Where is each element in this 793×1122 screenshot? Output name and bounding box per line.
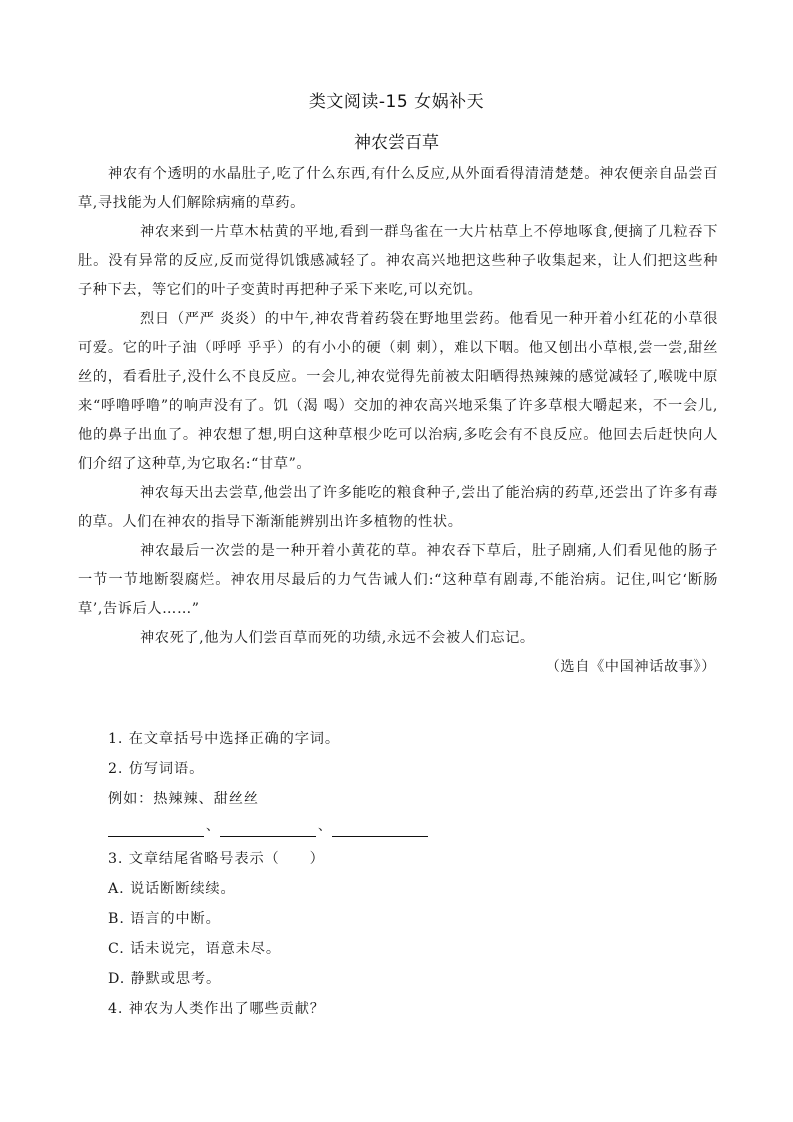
- option-b: B. 语言的中断。: [108, 911, 221, 927]
- answer-blanks: [108, 814, 708, 844]
- question-3: [108, 844, 708, 874]
- answer-blank-1[interactable]: [108, 835, 204, 837]
- answer-blank-3[interactable]: [332, 835, 428, 837]
- question-2: 2. 仿写词语。: [108, 761, 205, 777]
- option-d: D. 静默或思考。: [108, 971, 222, 987]
- blank-separator: 、: [206, 819, 220, 834]
- source-citation: （选自《中国神话故事》）: [545, 659, 716, 675]
- question-4: 4. 神农为人类作出了哪些贡献？: [108, 1001, 325, 1017]
- question-3-text: 3. 文章结尾省略号表示（: [108, 851, 280, 867]
- question-1: 1. 在文章括号中选择正确的字词。: [108, 731, 340, 747]
- article-body: [78, 160, 718, 682]
- paragraph-4: 神农每天出去尝草,他尝出了许多能吃的粮食种子,尝出了能治病的药草,还尝出了许多有毒的草。人们在神农的指导下渐渐能辨别出许多植物的性状。: [78, 485, 718, 530]
- paragraph-3: 烈日（严严 炎炎）的中午,神农背着药袋在野地里尝药。他看见一种开着小红花的小草很可爱。它的叶子油（呼呼 乎乎）的有小小的硬（刺 刺），难以下咽。他又刨出小草根,尝一尝,甜丝丝的，看看肚子,没什么不良反应。一会儿,神农觉得先前被太阳晒得热辣辣的感觉减轻了,喉咙中原来“呼噜呼噜”的响声没有了。饥（渴 喝）交加的神农高兴地采集了许多草根大嚼起来，不一会儿,他的鼻子出血了。神农想了想,明白这种草根少吃可以治病,多吃会有不良反应。他回去后赶快向人们介绍了这种草,为它取名:“甘草”。: [78, 311, 718, 472]
- questions-section: [108, 724, 708, 1024]
- paragraph-6: 神农死了,他为人们尝百草而死的功绩,永远不会被人们忘记。: [140, 630, 535, 646]
- paragraph-2: 神农来到一片草木枯黄的平地,看到一群鸟雀在一大片枯草上不停地啄食,便摘了几粒吞下肚。没有异常的反应,反而觉得饥饿感减轻了。神农高兴地把这些种子收集起来，让人们把这些种子种下去，等它们的叶子变黄时再把种子采下来吃,可以充饥。: [78, 224, 718, 298]
- option-a: A. 说话断断续续。: [108, 881, 236, 897]
- question-2-example: 例如：热辣辣、甜丝丝: [108, 791, 259, 807]
- document-title: 类文阅读-15 女娲补天: [308, 92, 485, 112]
- answer-blank-2[interactable]: [220, 835, 316, 837]
- paragraph-1: 神农有个透明的水晶肚子,吃了什么东西,有什么反应,从外面看得清清楚楚。神农便亲自品尝百草,寻找能为人们解除病痛的草药。: [78, 166, 718, 211]
- question-3-close: ）: [309, 851, 325, 867]
- article-title: 神农尝百草: [354, 133, 439, 153]
- blank-separator: 、: [318, 819, 332, 834]
- option-c: C. 话未说完，语意未尽。: [108, 941, 281, 957]
- paragraph-5: 神农最后一次尝的是一种开着小黄花的草。神农吞下草后，肚子剧痛,人们看见他的肠子一节一节地断裂腐烂。神农用尽最后的力气告诫人们:“这种草有剧毒,不能治病。记住,叫它‘断肠草’,告诉后人……”: [78, 543, 718, 617]
